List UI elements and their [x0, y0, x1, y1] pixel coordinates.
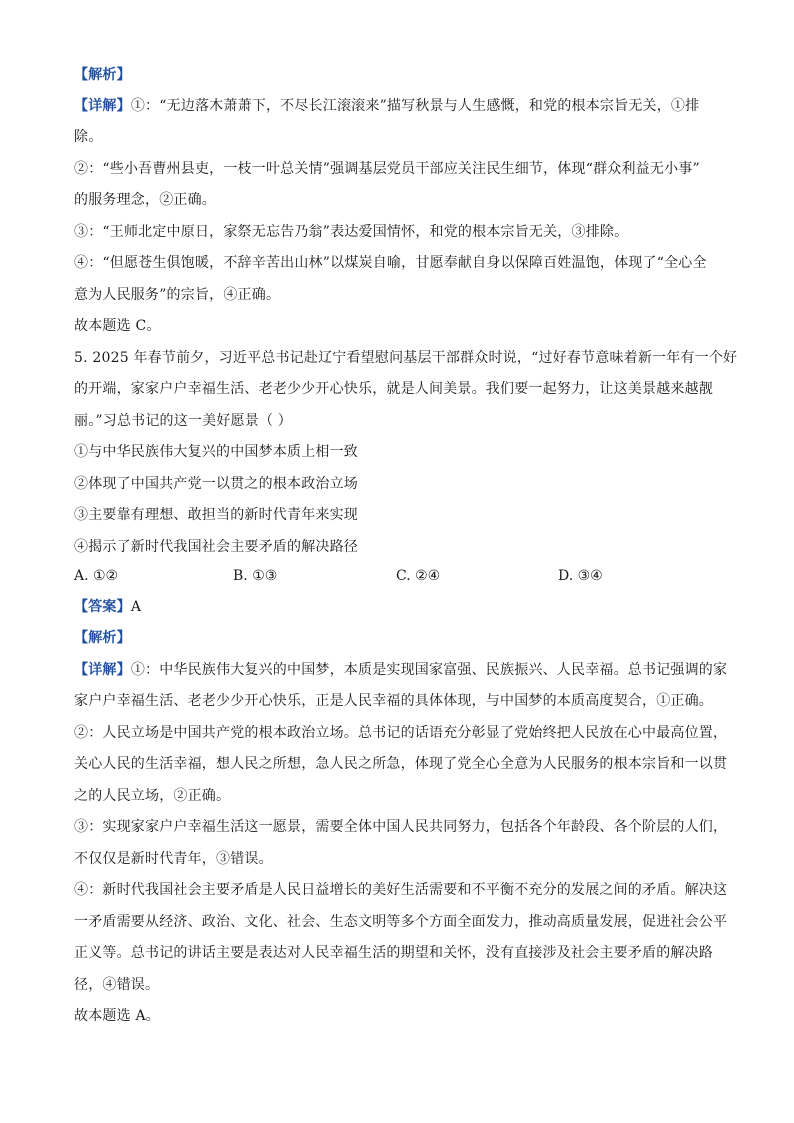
detail-line	[74, 660, 728, 680]
option-b: B. ①③	[233, 568, 278, 584]
detail-line: 除。	[74, 129, 103, 145]
detail-line: ③：“王师北定中原日，家祭无忘告乃翁”表达爱国情怀，和党的根本宗旨无关，③排除。	[74, 224, 629, 240]
detail-line: ④：“但愿苍生俱饱暖，不辞辛苦出山林”以煤炭自喻，甘愿奉献自身以保障百姓温饱，体现了“全心全	[74, 255, 707, 271]
analysis-tag: 【解析】	[74, 67, 131, 83]
detail-line: 意为人民服务”的宗旨，④正确。	[74, 287, 281, 303]
detail-text: ①：中华民族伟大复兴的中国梦，本质是实现国家富强、民族振兴、人民幸福。总书记强调的家	[130, 662, 728, 678]
detail-line: 之的人民立场，②正确。	[74, 788, 231, 804]
detail-line: 家户户幸福生活、老老少少开心快乐，正是人民幸福的具体体现，与中国梦的本质高度契合，①正确。	[74, 693, 713, 709]
question-item: ③主要靠有理想、敢担当的新时代青年来实现	[74, 507, 358, 523]
detail-line: ③：实现家家户户幸福生活这一愿景，需要全体中国人民共同努力，包括各个年龄段、各个阶层的人们，	[74, 819, 728, 835]
option-c: C. ②④	[396, 568, 441, 584]
option-d: D. ③④	[558, 568, 603, 584]
answer-tag: 【答案】	[74, 599, 131, 615]
conclusion-line: 故本题选 C。	[74, 318, 161, 334]
question-stem: 5. 2025 年春节前夕，习近平总书记赴辽宁看望慰问基层干部群众时说，“过好春节意味着新一年有一个好	[74, 350, 738, 366]
analysis-heading	[74, 628, 724, 648]
detail-line: 关心人民的生活幸福，想人民之所想，急人民之所急，体现了党全心全意为人民服务的根本宗旨和一以贯	[74, 756, 728, 772]
question-stem: 的开端，家家户户幸福生活、老老少少开心快乐，就是人间美景。我们要一起努力，让这美景越来越靓	[74, 381, 713, 397]
detail-tag: 【详解】	[74, 662, 131, 678]
question-item: ④揭示了新时代我国社会主要矛盾的解决路径	[74, 539, 358, 555]
detail-text: ①：“无边落木萧萧下，不尽长江滚滚来”描写秋景与人生感慨，和党的根本宗旨无关，①排	[130, 98, 700, 114]
detail-tag: 【详解】	[74, 98, 131, 114]
detail-line: ②：人民立场是中国共产党的根本政治立场。总书记的话语充分彰显了党始终把人民放在心中最高位置，	[74, 725, 728, 741]
detail-line: 正义等。总书记的讲话主要是表达对人民幸福生活的期望和关怀，没有直接涉及社会主要矛盾的解决路	[74, 945, 713, 961]
detail-line: 不仅仅是新时代青年，③错误。	[74, 851, 273, 867]
detail-line: 的服务理念，②正确。	[74, 192, 216, 208]
answer-line	[74, 597, 724, 617]
detail-line: ②：“些小吾曹州县吏，一枝一叶总关情”强调基层党员干部应关注民生细节，体现“群众利益无小事”	[74, 161, 700, 177]
question-stem: 丽。”习总书记的这一美好愿景（ ）	[74, 413, 293, 429]
detail-line	[74, 96, 724, 116]
question-item: ②体现了中国共产党一以贯之的根本政治立场	[74, 476, 358, 492]
question-item: ①与中华民族伟大复兴的中国梦本质上相一致	[74, 444, 358, 460]
detail-line: 一矛盾需要从经济、政治、文化、社会、生态文明等多个方面全面发力，推动高质量发展，促进社会公平	[74, 914, 728, 930]
detail-line: ④：新时代我国社会主要矛盾是人民日益增长的美好生活需要和不平衡不充分的发展之间的矛盾。解决这	[74, 882, 728, 898]
analysis-heading	[74, 65, 724, 85]
answer-value: A	[130, 599, 142, 615]
analysis-tag: 【解析】	[74, 630, 131, 646]
conclusion-line: 故本题选 A。	[74, 1008, 160, 1024]
option-a: A. ①②	[74, 568, 119, 584]
detail-line: 径，④错误。	[74, 977, 160, 993]
